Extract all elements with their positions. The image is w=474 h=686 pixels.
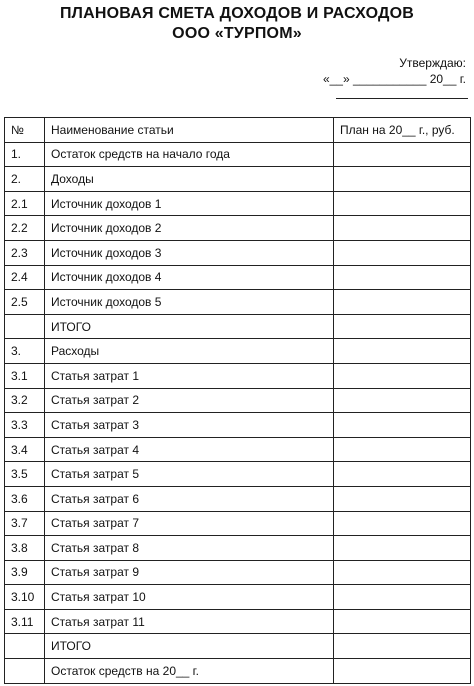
table-row: [5, 388, 471, 413]
table-row: [5, 634, 471, 659]
table-row: [5, 240, 471, 265]
document-title: ПЛАНОВАЯ СМЕТА ДОХОДОВ И РАСХОДОВ: [59, 5, 415, 22]
table-row: [5, 659, 471, 684]
row-plan-cell[interactable]: [334, 314, 471, 339]
table-row: [5, 437, 471, 462]
table-row: [5, 486, 471, 511]
row-name-cell: Статья затрат 5: [45, 462, 334, 487]
row-number-cell: 2.2: [5, 216, 45, 241]
row-name-cell: Статья затрат 8: [45, 536, 334, 561]
table-row: [5, 339, 471, 364]
row-name-cell: Источник доходов 1: [45, 191, 334, 216]
table-row: [5, 314, 471, 339]
row-name-cell: Источник доходов 5: [45, 290, 334, 315]
row-plan-cell[interactable]: [334, 634, 471, 659]
row-plan-cell[interactable]: [334, 240, 471, 265]
table-row: [5, 511, 471, 536]
row-number-cell: 3.11: [5, 609, 45, 634]
row-plan-cell[interactable]: [334, 363, 471, 388]
table-header-row: [5, 118, 471, 143]
table-row: [5, 191, 471, 216]
column-header-number: №: [5, 118, 45, 143]
budget-table: [4, 117, 471, 684]
row-name-cell: Статья затрат 6: [45, 486, 334, 511]
table-row: [5, 142, 471, 167]
row-plan-cell[interactable]: [334, 413, 471, 438]
row-plan-cell[interactable]: [334, 216, 471, 241]
row-number-cell: 2.3: [5, 240, 45, 265]
row-plan-cell[interactable]: [334, 167, 471, 192]
column-header-plan: План на 20__ г., руб.: [334, 118, 471, 143]
signature-line: [336, 98, 468, 99]
row-number-cell: 1.: [5, 142, 45, 167]
row-name-cell: Статья затрат 9: [45, 560, 334, 585]
row-plan-cell[interactable]: [334, 191, 471, 216]
row-name-cell: Доходы: [45, 167, 334, 192]
row-name-cell: Статья затрат 7: [45, 511, 334, 536]
row-number-cell: 3.10: [5, 585, 45, 610]
row-number-cell: 3.8: [5, 536, 45, 561]
row-number-cell: 2.4: [5, 265, 45, 290]
table-row: [5, 167, 471, 192]
row-name-cell: Источник доходов 4: [45, 265, 334, 290]
row-name-cell: Статья затрат 3: [45, 413, 334, 438]
table-row: [5, 536, 471, 561]
table-row: [5, 560, 471, 585]
table-body: [5, 142, 471, 683]
row-plan-cell[interactable]: [334, 265, 471, 290]
row-name-cell: Источник доходов 2: [45, 216, 334, 241]
row-name-cell: Статья затрат 10: [45, 585, 334, 610]
row-plan-cell[interactable]: [334, 536, 471, 561]
row-name-cell: ИТОГО: [45, 634, 334, 659]
row-number-cell: 3.3: [5, 413, 45, 438]
row-number-cell: 3.4: [5, 437, 45, 462]
row-plan-cell[interactable]: [334, 388, 471, 413]
table-row: [5, 265, 471, 290]
table-row: [5, 609, 471, 634]
row-name-cell: Остаток средств на начало года: [45, 142, 334, 167]
row-number-cell: [5, 314, 45, 339]
row-name-cell: Остаток средств на 20__ г.: [45, 659, 334, 684]
row-number-cell: 3.1: [5, 363, 45, 388]
row-number-cell: 2.1: [5, 191, 45, 216]
row-plan-cell[interactable]: [334, 290, 471, 315]
row-name-cell: Статья затрат 4: [45, 437, 334, 462]
row-name-cell: Статья затрат 11: [45, 609, 334, 634]
row-plan-cell[interactable]: [334, 609, 471, 634]
table-row: [5, 462, 471, 487]
approve-label: Утверждаю:: [399, 56, 466, 70]
row-plan-cell[interactable]: [334, 142, 471, 167]
row-plan-cell[interactable]: [334, 462, 471, 487]
table-row: [5, 585, 471, 610]
table-row: [5, 290, 471, 315]
column-header-name: Наименование статьи: [45, 118, 334, 143]
row-name-cell: Статья затрат 2: [45, 388, 334, 413]
table-row: [5, 413, 471, 438]
row-plan-cell[interactable]: [334, 560, 471, 585]
row-number-cell: 3.7: [5, 511, 45, 536]
company-name: ООО «ТУРПОМ»: [172, 25, 302, 42]
table-row: [5, 216, 471, 241]
row-number-cell: 3.6: [5, 486, 45, 511]
row-number-cell: 3.2: [5, 388, 45, 413]
row-name-cell: Источник доходов 3: [45, 240, 334, 265]
row-number-cell: 2.5: [5, 290, 45, 315]
row-number-cell: 3.9: [5, 560, 45, 585]
row-number-cell: 3.5: [5, 462, 45, 487]
row-name-cell: ИТОГО: [45, 314, 334, 339]
row-plan-cell[interactable]: [334, 511, 471, 536]
row-number-cell: [5, 659, 45, 684]
row-plan-cell[interactable]: [334, 585, 471, 610]
row-number-cell: [5, 634, 45, 659]
row-plan-cell[interactable]: [334, 659, 471, 684]
row-plan-cell[interactable]: [334, 437, 471, 462]
row-number-cell: 2.: [5, 167, 45, 192]
row-plan-cell[interactable]: [334, 339, 471, 364]
table-row: [5, 363, 471, 388]
row-name-cell: Статья затрат 1: [45, 363, 334, 388]
approve-date: «__» ___________ 20__ г.: [322, 72, 466, 86]
row-number-cell: 3.: [5, 339, 45, 364]
row-name-cell: Расходы: [45, 339, 334, 364]
row-plan-cell[interactable]: [334, 486, 471, 511]
